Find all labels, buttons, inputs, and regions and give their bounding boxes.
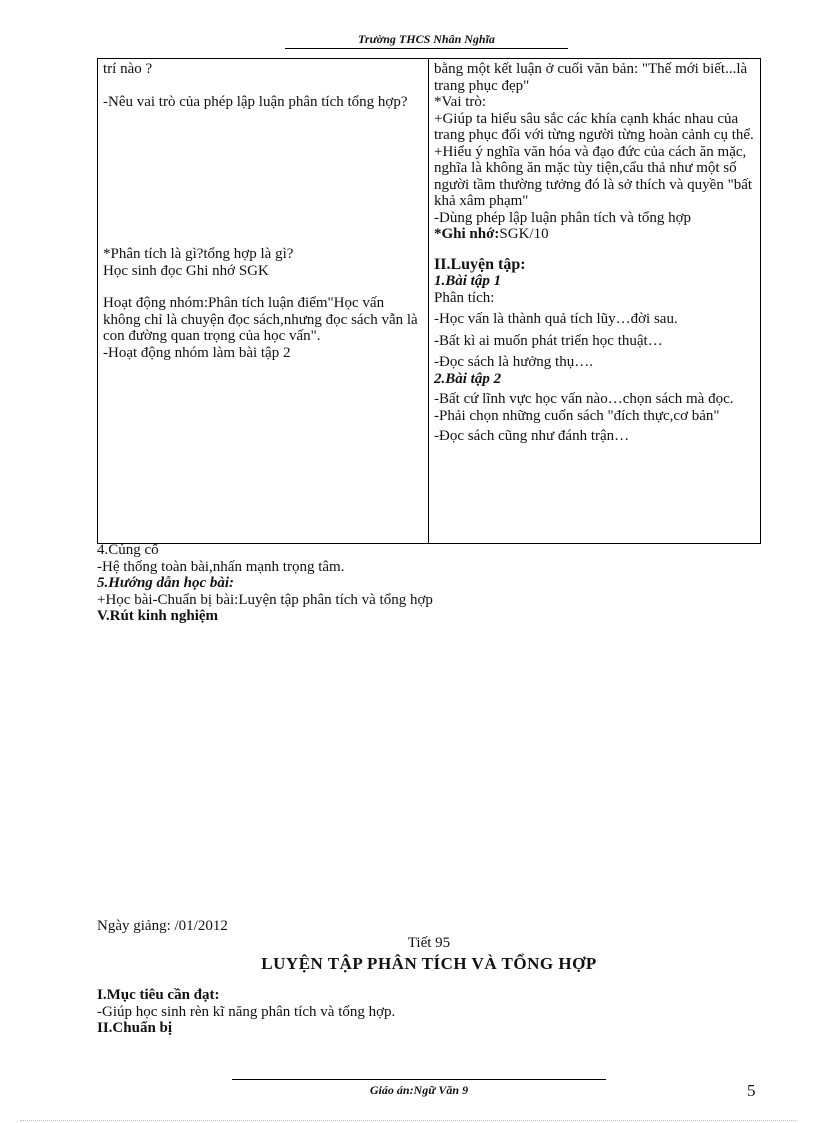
right-line-3: +Giúp ta hiểu sâu sắc các khía cạnh khác nhau của trang phục đối với từng người từng hoàn cảnh cụ thể. xyxy=(434,110,754,143)
content-column xyxy=(429,59,761,544)
left-line-2: -Nêu vai trò của phép lập luận phân tích tổng hợp? xyxy=(103,93,408,110)
huong-dan-text: +Học bài-Chuẩn bị bài:Luyện tập phân tích và tổng hợp xyxy=(97,591,433,608)
lesson-title: LUYỆN TẬP PHÂN TÍCH VÀ TỔNG HỢP xyxy=(261,954,597,973)
lesson-title-block xyxy=(97,935,761,974)
right-line-10: -Học vấn là thành quả tích lũy…đời sau. xyxy=(434,311,678,327)
left-line-6: -Hoạt động nhóm làm bài tập 2 xyxy=(103,344,291,361)
preparation-heading: II.Chuẩn bị xyxy=(97,1020,173,1036)
footer-rule xyxy=(232,1079,606,1080)
objectives-text: -Giúp học sinh rèn kĩ năng phân tích và tổng hợp. xyxy=(97,1003,396,1020)
ghi-nho-text: SGK/10 xyxy=(499,226,549,242)
left-line-1: trí nào ? xyxy=(103,61,153,77)
luyen-tap-heading: II.Luyện tập: xyxy=(434,255,526,273)
right-line-15: -Phải chọn những cuốn sách "đích thực,cơ bản" xyxy=(434,407,720,424)
ghi-nho-label: *Ghi nhớ: xyxy=(434,226,500,242)
period-number: Tiết 95 xyxy=(407,935,451,951)
left-line-3: *Phân tích là gì?tổng hợp là gì? xyxy=(103,246,294,262)
right-line-14: -Bất cứ lĩnh vực học vấn nào…chọn sách mà đọc. xyxy=(434,391,734,407)
huong-dan-heading: 5.Hướng dẫn học bài: xyxy=(97,575,235,591)
page-edge-divider xyxy=(20,1120,796,1121)
closing-section xyxy=(97,542,433,625)
right-line-9: Phân tích: xyxy=(434,289,495,306)
cung-co-text: -Hệ thống toàn bài,nhấn mạnh trọng tâm. xyxy=(97,558,345,575)
page-number: 5 xyxy=(747,1081,756,1100)
bai-tap-2-heading: 2.Bài tập 2 xyxy=(434,370,502,387)
right-line-16: -Đọc sách cũng như đánh trận… xyxy=(434,428,630,444)
bai-tap-1-heading: 1.Bài tập 1 xyxy=(434,273,502,289)
objectives-heading: I.Mục tiêu cần đạt: xyxy=(97,987,220,1003)
page-header: Trường THCS Nhân Nghĩa xyxy=(285,32,568,49)
left-line-5: Hoạt động nhóm:Phân tích luận điểm"Học vấn không chỉ là chuyện đọc sách,nhưng đọc sách vẫn là con đường quan trọng của học vấn". xyxy=(103,295,418,344)
cung-co-heading: 4.Củng cố xyxy=(97,542,159,558)
right-line-4: +Hiểu ý nghĩa văn hóa và đạo đức của cách ăn mặc, nghĩa là không ăn mặc tùy tiện,cẩu thả như một số người tầm thường tưởng đó là sở thích và quyền "bất khả xâm phạm" xyxy=(434,143,753,209)
right-line-1: bằng một kết luận ở cuối văn bản: "Thế mới biết...là trang phục đẹp" xyxy=(434,61,748,94)
right-line-12: -Đọc sách là hưởng thụ…. xyxy=(434,354,593,370)
page-footer: Giáo án:Ngữ Văn 9 xyxy=(369,1083,469,1097)
right-line-11: -Bất kì ai muốn phát triển học thuật… xyxy=(434,332,663,349)
right-line-2: *Vai trò: xyxy=(434,94,487,110)
ghi-nho-line xyxy=(434,226,755,243)
objectives-section xyxy=(97,987,395,1037)
right-line-5: -Dùng phép lập luận phân tích và tổng hợp xyxy=(434,209,692,226)
table-row xyxy=(98,59,761,544)
teacher-column xyxy=(98,59,429,544)
lesson-table xyxy=(97,58,761,544)
lesson-date: Ngày giảng: /01/2012 xyxy=(97,918,228,934)
rut-kinh-nghiem-heading: V.Rút kinh nghiệm xyxy=(97,608,219,624)
left-line-4: Học sinh đọc Ghi nhớ SGK xyxy=(103,262,269,279)
